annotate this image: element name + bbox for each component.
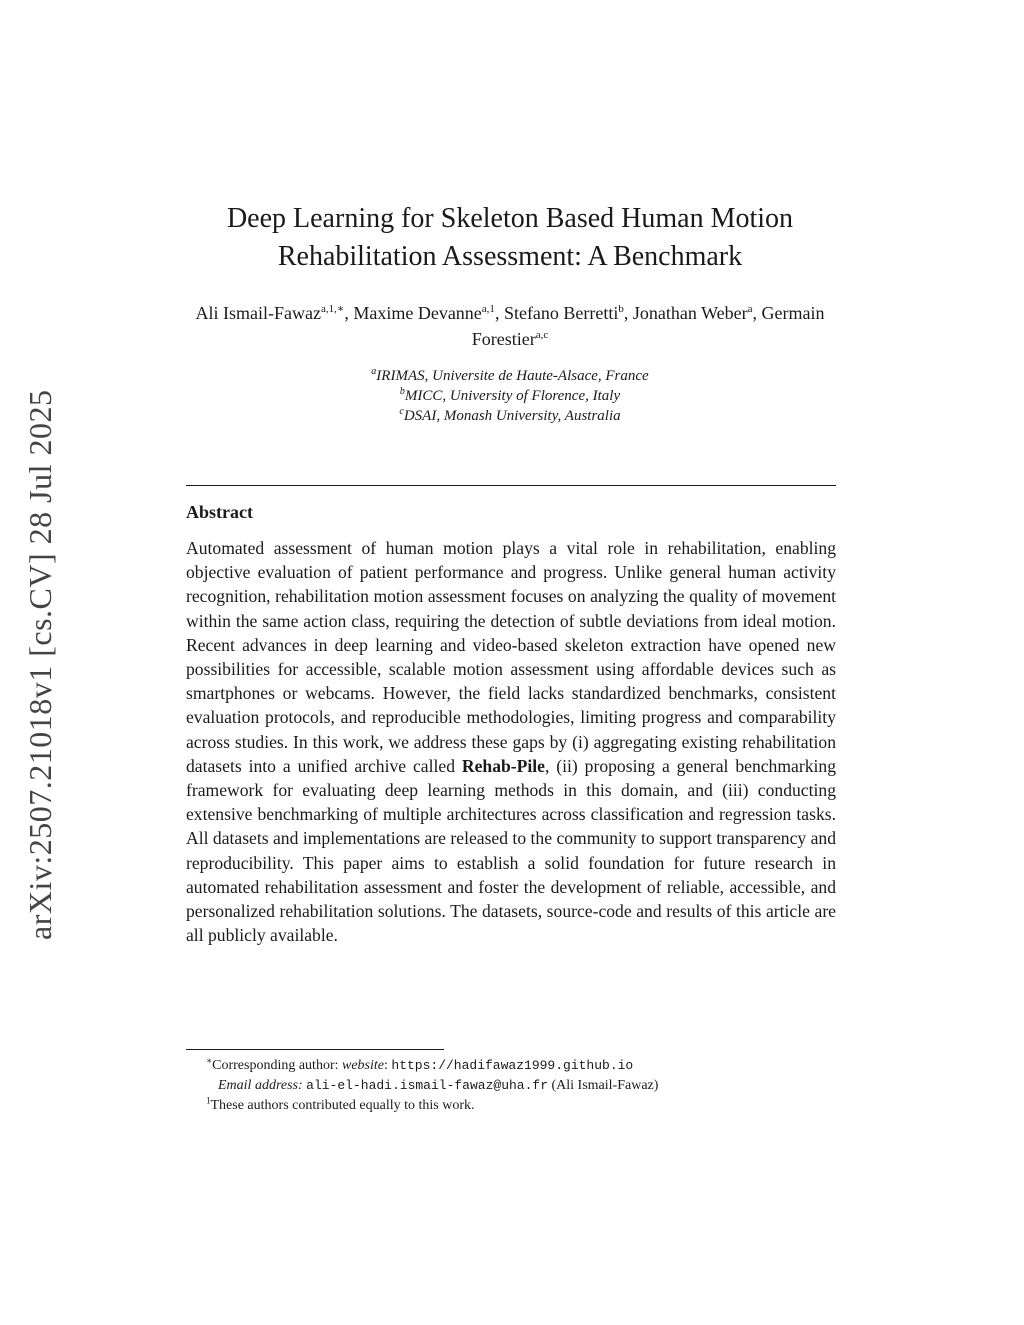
affiliation-text: IRIMAS, Universite de Haute-Alsace, France: [376, 368, 649, 384]
author-affiliation-mark: a: [747, 303, 753, 315]
equal-contribution-text: These authors contributed equally to this work.: [210, 1098, 475, 1113]
affiliation-text: MICC, University of Florence, Italy: [404, 388, 621, 404]
corresponding-label: Corresponding author:: [212, 1058, 342, 1073]
footnote-corresponding-author: [186, 1056, 836, 1076]
email-owner: (Ali Ismail-Fawaz): [548, 1078, 659, 1093]
abstract-text-part-2: , (ii) proposing a general benchmarking framework for evaluating deep learning methods in this domain, and (iii) conducting extensive benchmarking of multiple architectures across classification and regression tasks. All datasets and implementations are released to the community to support transparency and reproducibility. This paper aims to establish a solid foundation for future research in automated rehabilitation assessment and foster the development of reliable, accessible, and personalized rehabilitation solutions. The datasets, source-code and results of this article are all publicly available.: [186, 755, 836, 946]
paper-title: [150, 200, 870, 276]
affiliation-item: [210, 406, 810, 426]
footnote-email: [186, 1076, 836, 1096]
author-name: Jonathan Weber: [632, 303, 748, 323]
author-affiliation-mark: b: [618, 303, 624, 315]
website-separator: :: [384, 1058, 392, 1073]
abstract-heading: Abstract: [186, 502, 253, 522]
footnote-rule: [186, 1049, 444, 1050]
author-name: Maxime Devanne: [353, 303, 482, 323]
author-name: Germain Forestier: [471, 303, 825, 349]
abstract-body: [186, 536, 836, 947]
footnotes: [186, 1056, 836, 1116]
author-list: Ali Ismail-Fawaz$^{a,1,∗}$, Maxime Devanne$^{a,1}$, Stefano Berretti$^b$, Jonathan Weber$^a$, Germain Forestier$^{a,c}$: [195, 303, 825, 349]
author-name: Ali Ismail-Fawaz: [195, 303, 321, 323]
footnote-equal-contribution: [186, 1096, 836, 1116]
affiliation-text: DSAI, Monash University, Australia: [403, 408, 621, 424]
affiliation-item: [210, 386, 810, 406]
website-link[interactable]: https://hadifawaz1999.github.io: [391, 1058, 634, 1073]
title-line-2: Rehabilitation Assessment: A Benchmark: [277, 241, 743, 272]
abstract-text-part-1: Automated assessment of human motion plays a vital role in rehabilitation, enabling objective evaluation of patient performance and progress. Unlike general human activity recognition, rehabilitation motion assessment focuses on analyzing the quality of movement within the same action class, requiring the detection of subtle deviations from ideal motion. Recent advances in deep learning and video-based skeleton extraction have opened new possibilities for accessible, scalable motion assessment using affordable devices such as smartphones or webcams. However, the field lacks standardized benchmarks, consistent evaluation protocols, and reproducible methodologies, limiting progress and comparability across studies. In this work, we address these gaps by (i) aggregating existing rehabilitation datasets into a unified archive called: [186, 538, 836, 776]
title-line-1: Deep Learning for Skeleton Based Human Motion: [226, 203, 794, 234]
affiliation-item: [210, 366, 810, 386]
author-affiliation-mark: a,c: [535, 329, 549, 341]
author-affiliation-mark: a,1,∗: [320, 303, 345, 315]
email-link[interactable]: ali-el-hadi.ismail-fawaz@uha.fr: [306, 1078, 548, 1093]
affiliation-list: [210, 366, 810, 426]
website-label: website: [342, 1058, 384, 1073]
abstract-top-rule: [186, 485, 836, 486]
affiliation-mark: c: [399, 406, 404, 417]
affiliation-mark: b: [399, 386, 405, 397]
affiliation-mark: a: [371, 366, 377, 377]
author-affiliation-mark: a,1: [481, 303, 495, 315]
email-label: Email address:: [218, 1078, 307, 1093]
footnote-mark: ∗: [206, 1055, 213, 1066]
footnote-mark: 1: [206, 1095, 211, 1106]
abstract-dataset-name: Rehab-Pile: [461, 755, 545, 776]
author-name: Stefano Berretti: [503, 303, 619, 323]
arxiv-identifier-stamp: arXiv:2507.21018v1 [cs.CV] 28 Jul 2025: [22, 389, 58, 941]
